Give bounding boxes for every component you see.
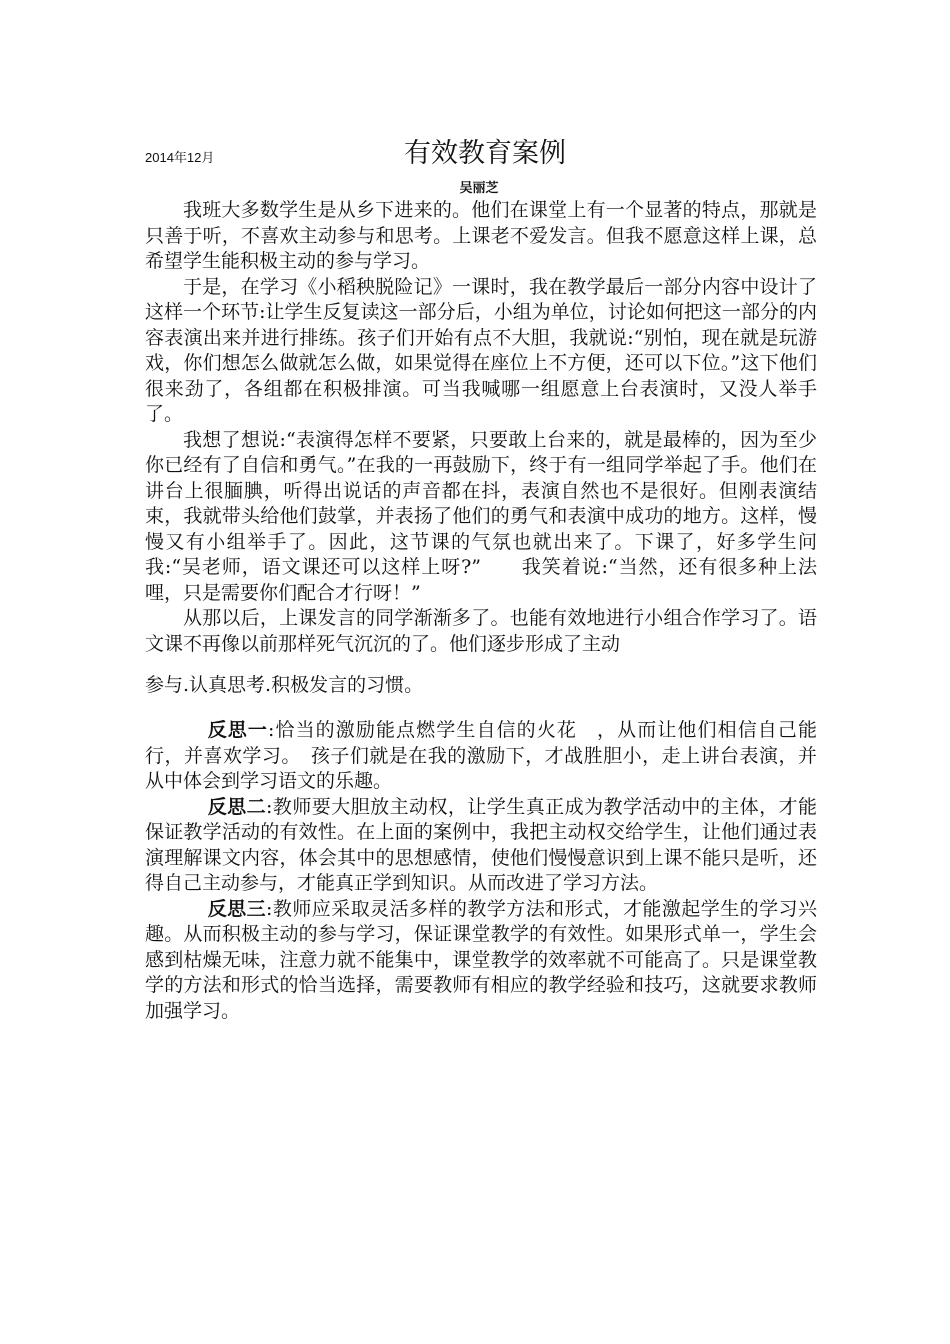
reflection-one-text: :恰当的激励能点燃学生自信的火花 ，从而让他们相信自己能行，并喜欢学习。 孩子们就是在我的激励下，才战胜胆小，走上讲台表演，并从中体会到学习语文的乐趣。 [145,719,817,792]
paragraph-lesson: 于是，在学习《小稻秧脱险记》一课时，我在教学最后一部分内容中设计了这样一个环节:让学生反复读这一部分后，小组为单位，讨论如何把这一部分的内容表演出来并进行排练。孩子们开始有点不大胆，我就说:“别怕，现在就是玩游戏，你们想怎么做就怎么做，如果觉得在座位上不方便，还可以下位。”这下他们很来劲了，各组都在积极排演。可当我喊哪一组愿意上台表演时，又没人举手了。 [145,275,817,425]
reflection-one [145,718,817,795]
reflection-three-text: :教师应采取灵活多样的教学方法和形式，才能激起学生的学习兴趣。从而积极主动的参与学习，保证课堂教学的有效性。如果形式单一，学生会感到枯燥无味，注意力就不能集中，课堂教学的效率就不可能高了。只是课堂教学的方法和形式的恰当选择，需要教师有相应的教学经验和技巧，这就要求教师加强学习。 [145,897,817,1022]
reflection-two-label: 反思二 [207,795,267,818]
reflection-three [145,897,817,1025]
document-title: 有效教育案例 [404,138,566,169]
case-narrative [145,198,817,699]
document-date: 2014年12月 [145,150,215,165]
reflection-two-text: :教师要大胆放主动权，让学生真正成为教学活动中的主体，才能保证教学活动的有效性。在上面的案例中，我把主动权交给学生，让他们通过表演理解课文内容，体会其中的思想感情，使他们慢慢意识到上课不能只是听，还得自己主动参与，才能真正学到知识。从而改进了学习方法。 [145,795,817,894]
document-author: 吴丽芝 [459,181,499,196]
reflection-one-label: 反思一 [207,719,268,741]
reflections-section [145,718,817,1024]
paragraph-result-continued: 参与.认真思考.积极发言的习惯。 [145,674,424,696]
paragraph-intro: 我班大多数学生是从乡下进来的。他们在课堂上有一个显著的特点，那就是只善于听，不喜欢主动参与和思考。上课老不爱发言。但我不愿意这样上课，总希望学生能积极主动的参与学习。 [145,199,817,272]
paragraph-encouragement: 我想了想说:“表演得怎样不要紧，只要敢上台来的，就是最棒的，因为至少你已经有了自信和勇气。”在我的一再鼓励下，终于有一组同学举起了手。他们在讲台上很腼腆，听得出说话的声音都在抖，表演自然也不是很好。但刚表演结束，我就带头给他们鼓掌，并表扬了他们的勇气和表演中成功的地方。这样，慢慢又有小组举手了。因此，这节课的气氛也就出来了。下课了，好多学生问我:“吴老师，语文课还可以这样上呀?” 我笑着说:“当然，还有很多种上法哩，只是需要你们配合才行呀！” [145,428,817,604]
paragraph-result: 从那以后，上课发言的同学渐渐多了。也能有效地进行小组合作学习了。语文课不再像以前那样死气沉沉的了。他们逐步形成了主动 [145,607,817,655]
reflection-two [145,795,817,897]
reflection-three-label: 反思三 [207,897,267,920]
